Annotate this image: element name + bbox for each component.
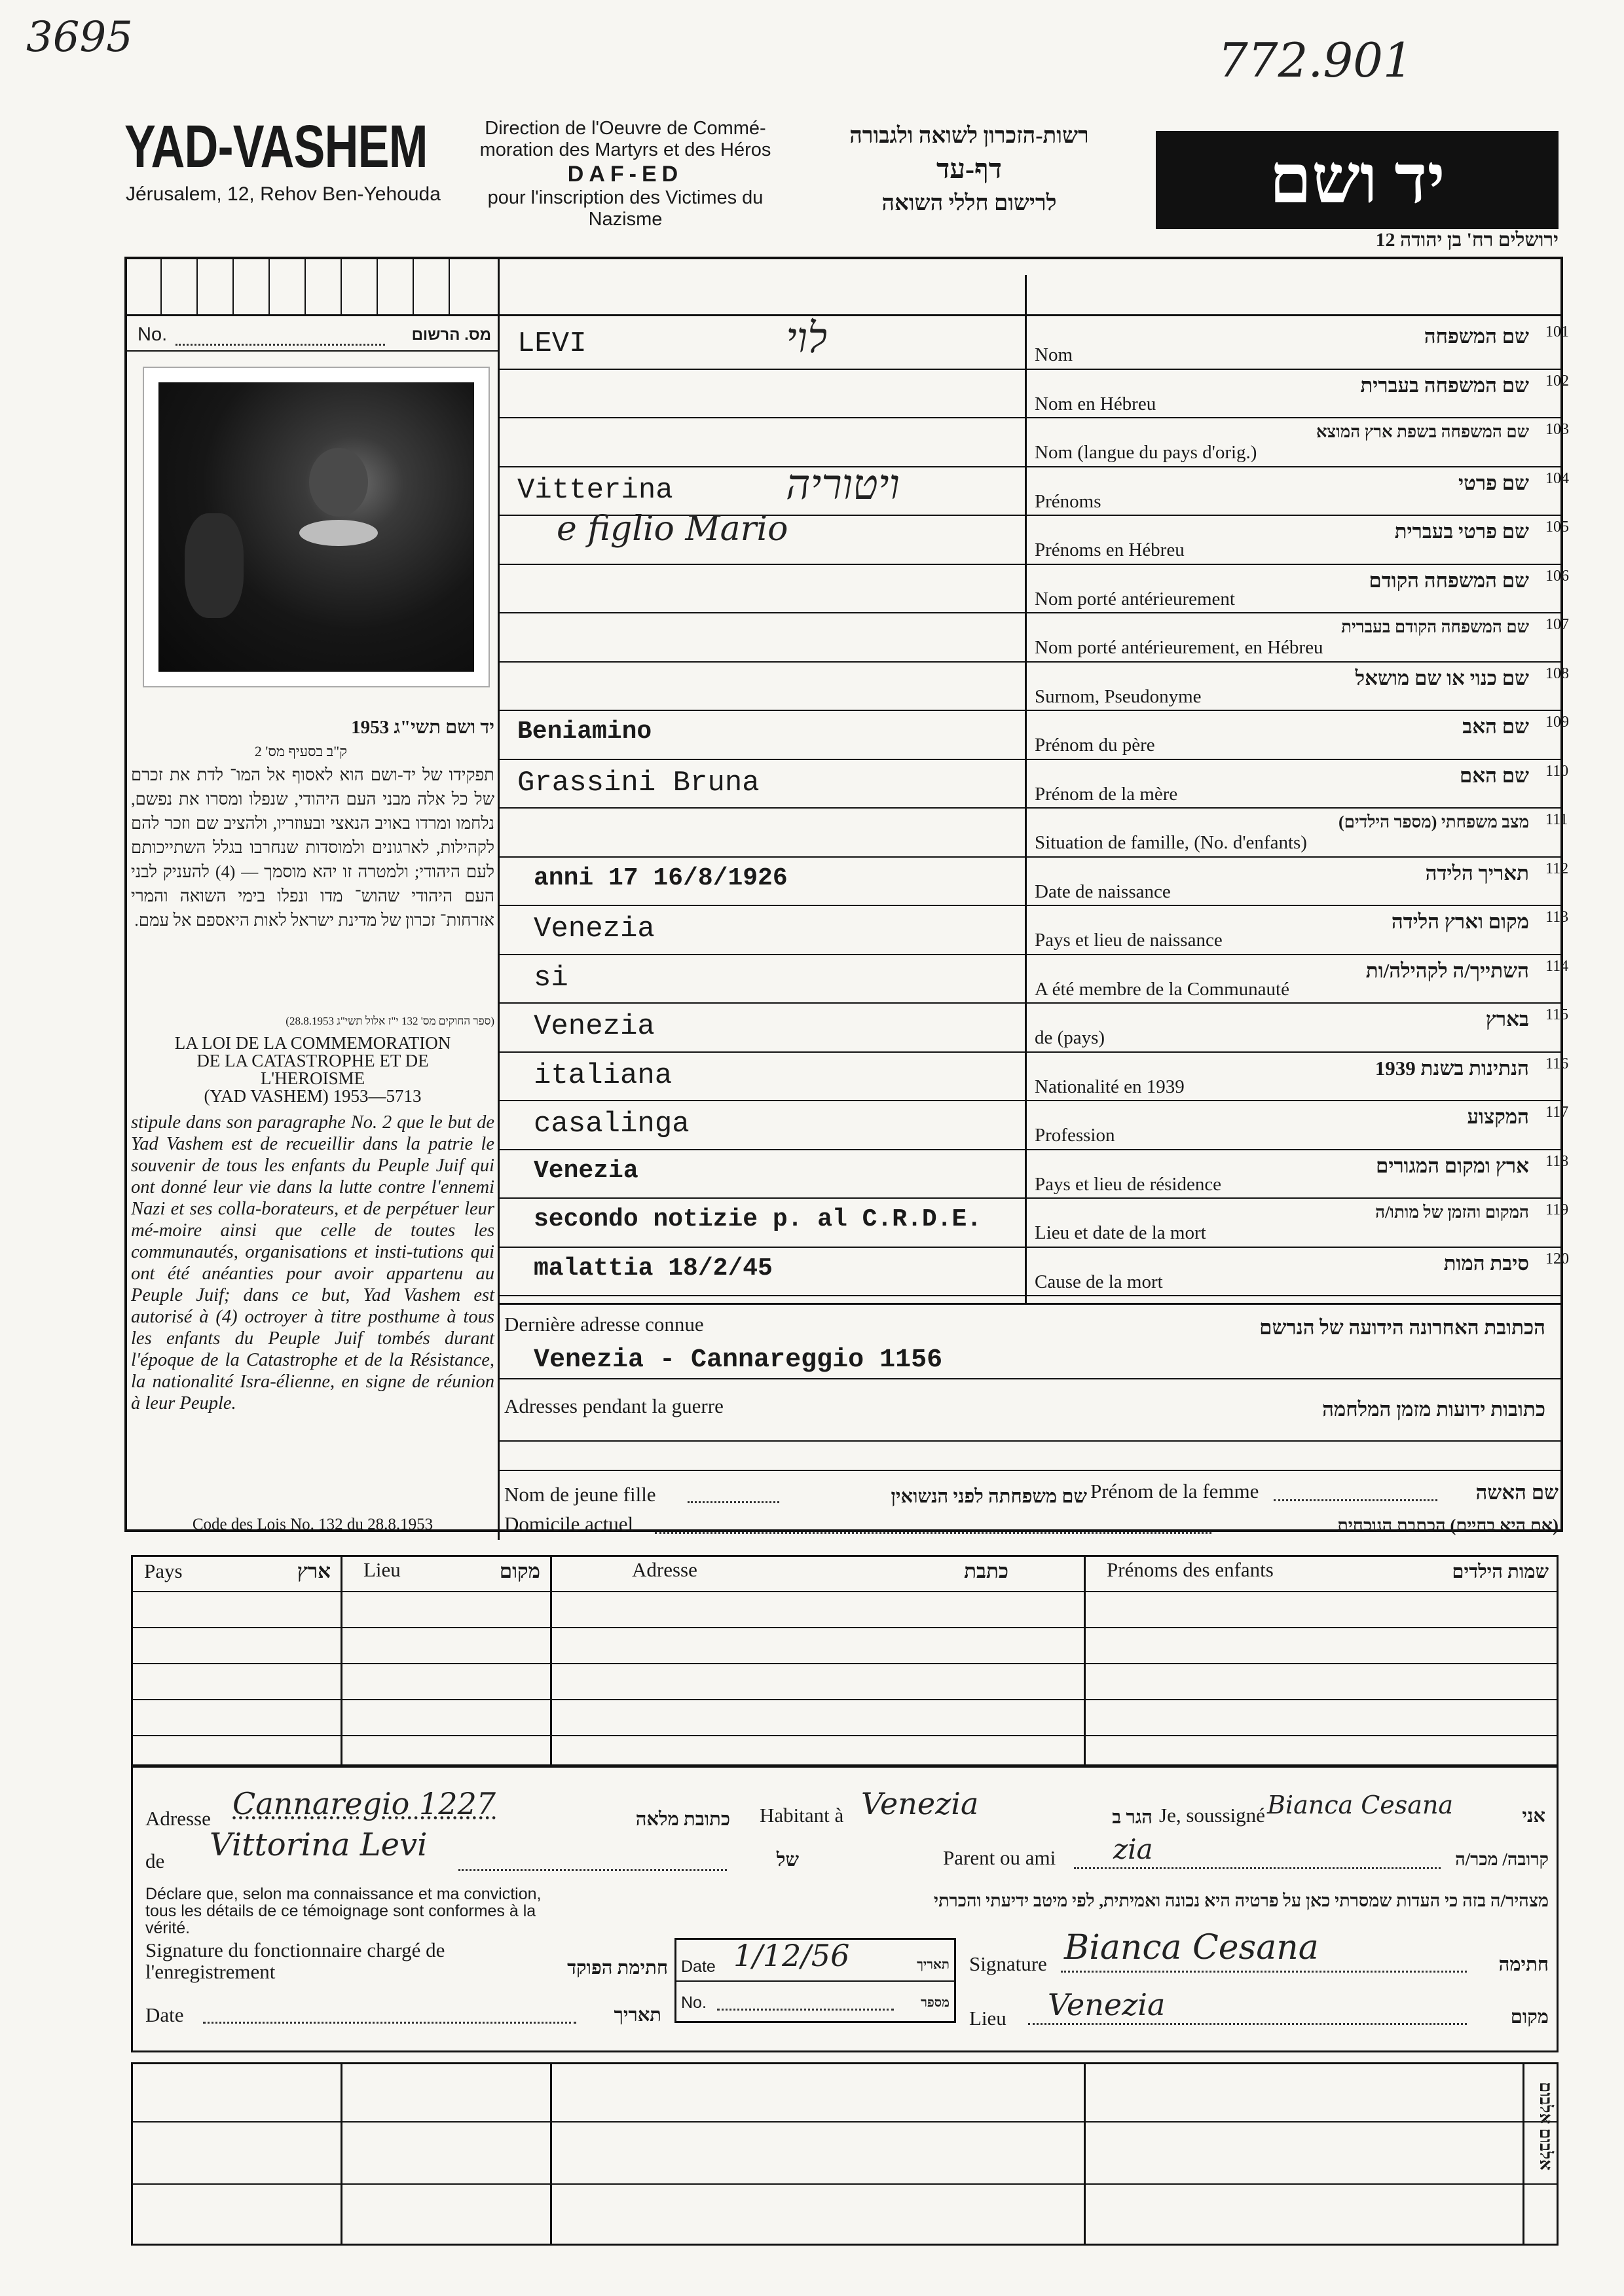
col-prenoms-he: שמות הילדים [1452, 1561, 1549, 1582]
field-number: 103 [1545, 421, 1569, 438]
office-use-table [131, 2062, 1559, 2246]
org-title: YAD-VASHEM [124, 113, 428, 180]
field-label-fr: de (pays) [1035, 1027, 1105, 1048]
field-number: 109 [1545, 714, 1569, 731]
decl-soussigne-he: אני [1522, 1806, 1545, 1827]
field-value[interactable]: Grassini Bruna [517, 766, 760, 799]
field-label-fr: Pays et lieu de résidence [1035, 1173, 1222, 1195]
field-label-he: ארץ ומקום המגורים [1375, 1154, 1529, 1177]
decl-parent-label: Parent ou ami [943, 1846, 1056, 1869]
law-fr-title4: (YAD VASHEM) 1953—5713 [204, 1086, 422, 1106]
no-box-he: מספר [921, 1995, 950, 2010]
file-number-annotation: 772.901 [1218, 33, 1413, 88]
col-lieu-he: מקום [499, 1559, 540, 1582]
header-fr-line2: moration des Martyrs et des Héros [479, 139, 771, 161]
field-number: 116 [1545, 1055, 1569, 1072]
field-value[interactable]: Venezia [534, 1156, 638, 1185]
field-value[interactable]: si [534, 961, 568, 994]
field-value[interactable]: anni 17 16/8/1926 [534, 864, 788, 892]
domicile-he: (אם היא בחיים) הכתבת הנוכחית [1337, 1516, 1559, 1535]
col-adresse-he: כתבת [964, 1559, 1008, 1582]
field-number: 119 [1545, 1201, 1569, 1218]
no-box-label: No. [681, 1994, 707, 2012]
field-value[interactable]: LEVI [517, 327, 587, 360]
field-label-he: שם המשפחה בשפת ארץ המוצא [1316, 422, 1529, 441]
header-fr-line1: Direction de l'Oeuvre de Commé- [485, 118, 766, 139]
header-fr-line4: Nazisme [588, 209, 663, 230]
row-separator [498, 954, 1563, 955]
header-he-line2: דף-עד [936, 154, 1002, 185]
col-lieu: Lieu [363, 1558, 401, 1581]
field-value[interactable]: italiana [534, 1059, 673, 1092]
maiden-name-he: שם משפחתה לפני הנשואין [891, 1486, 1087, 1507]
row-separator [498, 1051, 1563, 1053]
field-label-fr: Lieu et date de la mort [1035, 1222, 1206, 1243]
law-he-title: יד ושם תשי"ג 1953 [351, 717, 494, 738]
registration-no-label: No. [138, 324, 168, 345]
header-daf-ed: DAF-ED [567, 161, 684, 187]
field-label-fr: Prénoms [1035, 490, 1101, 512]
field-label-fr: Nom porté antérieurement, en Hébreu [1035, 637, 1323, 658]
law-fr-title [131, 1034, 494, 1105]
field-handwritten: e figlio Mario [557, 509, 788, 549]
header-he-line3: לרישום חללי השואה [881, 191, 1057, 215]
col-adresse: Adresse [632, 1558, 697, 1581]
law-fr-title2: DE LA CATASTROPHE ET DE [196, 1051, 429, 1070]
field-number: 106 [1545, 567, 1569, 585]
maiden-name-label: Nom de jeune fille [504, 1483, 656, 1506]
row-separator [498, 1295, 1563, 1296]
field-label-fr: Nom porté antérieurement [1035, 588, 1235, 610]
header-fr-line3: pour l'inscription des Victimes du [487, 187, 764, 208]
decl-signature-value[interactable]: Bianca Cesana [1064, 1928, 1319, 1967]
field-label-he: שם המשפחה בעברית [1360, 373, 1529, 397]
registration-no-he: מס. הרשום [411, 326, 491, 344]
yad-vashem-logo: יד ושם [1156, 131, 1559, 229]
field-number: 105 [1545, 519, 1569, 536]
row-separator [498, 1100, 1563, 1101]
field-number: 120 [1545, 1250, 1569, 1267]
decl-signature-he: חתימה [1498, 1954, 1549, 1975]
field-number: 104 [1545, 469, 1569, 487]
field-label-fr: Profession [1035, 1125, 1115, 1146]
field-label-fr: Prénom de la mère [1035, 783, 1178, 805]
field-label-he: סיבת המות [1443, 1251, 1529, 1275]
field-number: 111 [1545, 811, 1568, 828]
field-number: 107 [1545, 616, 1569, 633]
field-label-fr: Nom [1035, 344, 1073, 365]
field-value[interactable]: Venezia [534, 913, 655, 945]
header-he-line1: רשות-הזכרון לשואה ולגבורה [849, 124, 1089, 148]
field-label-fr: Nom en Hébreu [1035, 393, 1156, 414]
decl-habitant-value[interactable]: Venezia [861, 1786, 979, 1821]
decl-soussigne-value[interactable]: Bianca Cesana [1267, 1791, 1454, 1819]
decl-de-label: de [145, 1850, 165, 1872]
row-separator [498, 710, 1563, 711]
wife-name-label: Prénom de la femme [1090, 1480, 1259, 1503]
field-label-fr: Prénoms en Hébreu [1035, 539, 1185, 560]
field-value[interactable]: secondo notizie p. al C.R.D.E. [534, 1205, 982, 1233]
decl-parent-he: קרובה/ מכר/ה [1455, 1850, 1549, 1869]
law-fr-title3: L'HEROISME [260, 1068, 365, 1088]
field-value[interactable]: casalinga [534, 1108, 690, 1140]
field-label-fr: Nationalité en 1939 [1035, 1076, 1185, 1097]
decl-habitant-label: Habitant à [760, 1804, 844, 1827]
field-number: 114 [1545, 957, 1569, 975]
field-label-he: שם המשפחה [1424, 325, 1529, 348]
row-separator [498, 807, 1563, 809]
field-label-he: שם האם [1459, 763, 1529, 787]
war-address-label: Adresses pendant la guerre [504, 1394, 724, 1417]
date-box-value[interactable]: 1/12/56 [733, 1938, 850, 1973]
field-value[interactable]: Venezia [534, 1010, 655, 1043]
field-number: 112 [1545, 860, 1569, 877]
field-label-he: המקום והזמן של מותו/ה [1375, 1203, 1529, 1222]
row-separator [498, 1197, 1563, 1199]
field-number: 101 [1545, 323, 1569, 340]
field-label-fr: Situation de famille, (No. d'enfants) [1035, 832, 1307, 853]
law-he-text: תפקידו של יד-ושם הוא לאסוף אל המו־ לדת את זכרם של כל אלה מבני העם היהודי, שנפלו ומסרו את נפשם, נלחמו ומרדו באויב הנאצי ובעוזריו, ולהציב שם וזכר להם לקהילות, לארגונים ולמוסדות שנחרבו בגלל השתייכותם לעם היהודי; ולמטרה זו יהא מוסמך — (4) להעניק לבני העם היהודי שהוש־ מדו ונפלו בימי השואה והמרי אזרחות־ זכרון של מדינת ישראל לאות היאספם אל עמם. [131, 765, 495, 930]
decl-date-he: תאריך [614, 2005, 661, 2026]
decl-habitant-he: הגר ב [1112, 1807, 1153, 1828]
field-label-fr: Cause de la mort [1035, 1271, 1163, 1292]
field-value[interactable]: Vitterina [517, 473, 673, 507]
decl-official-sig-label: Signature du fonctionnaire chargé de l'enregistrement [145, 1939, 445, 1983]
field-label-he: בארץ [1485, 1008, 1529, 1030]
col-pays-he: ארץ [297, 1559, 331, 1582]
row-separator [498, 369, 1563, 370]
row-separator [498, 856, 1563, 858]
decl-soussigne-label: Je, soussigné [1159, 1804, 1265, 1827]
date-box-label: Date [681, 1958, 716, 1976]
decl-signature-label: Signature [969, 1952, 1047, 1975]
field-value[interactable]: Beniamino [517, 718, 652, 746]
last-address-value[interactable]: Venezia - Cannareggio 1156 [534, 1345, 943, 1375]
row-separator [498, 661, 1563, 663]
domicile-label: Domicile actuel [504, 1512, 634, 1535]
row-separator [498, 1247, 1563, 1248]
law-fr-title1: LA LOI DE LA COMMEMORATION [174, 1033, 451, 1053]
org-address: Jérusalem, 12, Rehov Ben-Yehouda [126, 183, 441, 205]
decl-date-label: Date [145, 2003, 184, 2026]
field-number: 115 [1545, 1006, 1569, 1023]
field-label-fr: Date de naissance [1035, 881, 1171, 902]
photo-collar [299, 520, 378, 546]
field-label-he: שם האב [1462, 715, 1529, 738]
decl-adresse-he: כתובת מלאה [635, 1809, 730, 1830]
row-separator [498, 759, 1563, 760]
row-separator [498, 417, 1563, 418]
field-number: 110 [1545, 762, 1569, 780]
row-separator [498, 466, 1563, 467]
decl-official-sig-he: חתימת הפוקד [567, 1958, 668, 1978]
victim-photo [143, 367, 490, 687]
date-box-he: תאריך [917, 1958, 950, 1972]
field-label-fr: A été membre de la Communauté [1035, 978, 1289, 1000]
header-hebrew-block [819, 121, 1120, 218]
header-french-block [458, 118, 792, 230]
decl-lieu-value[interactable]: Venezia [1048, 1987, 1166, 2022]
row-separator [498, 1149, 1563, 1150]
photo-figure-left [185, 513, 244, 618]
col-pays: Pays [144, 1559, 183, 1582]
field-number: 113 [1545, 909, 1569, 926]
side-stamp: אלבום אלבום [1536, 2082, 1555, 2171]
law-he-ref: (ספר החוקים מס' 132 י"ז אלול תשי"ג 28.8.1953) [286, 1015, 494, 1027]
decl-lieu-label: Lieu [969, 2007, 1006, 2030]
decl-de-he: של [776, 1850, 799, 1870]
field-label-fr: Pays et lieu de naissance [1035, 930, 1223, 951]
wife-name-he: שם האשה [1475, 1481, 1559, 1504]
field-label-he: שם המשפחה הקודם בעברית [1341, 617, 1529, 636]
row-separator [498, 612, 1563, 613]
last-address-he: הכתובת האחרונה הידועה של הנרשם [1259, 1316, 1545, 1339]
decl-lieu-he: מקום [1510, 2007, 1549, 2028]
field-label-he: מקום וארץ הלידה [1391, 910, 1529, 933]
war-address-he: כתובות ידועות מזמן המלחמה [1322, 1398, 1545, 1421]
row-separator [498, 564, 1563, 565]
field-label-he: שם פרטי [1458, 471, 1529, 494]
field-number: 108 [1545, 665, 1569, 682]
field-label-he: תאריך הלידה [1425, 861, 1529, 884]
field-handwritten: ויטוריה [786, 460, 900, 509]
field-handwritten: לוי [786, 314, 828, 363]
field-number: 117 [1545, 1104, 1569, 1121]
logo-address: ירושלים רח' בן יהודה 12 [1375, 229, 1559, 251]
field-label-he: מצב משפחתי (מספר הילדים) [1338, 812, 1529, 831]
archive-number-annotation: 3695 [26, 13, 133, 62]
law-fr-ref: Code des Lois No. 132 du 28.8.1953 [192, 1516, 434, 1533]
law-fr-text: stipule dans son paragraphe No. 2 que le but de Yad Vashem est de recueillir dans la patrie le souvenir de tous les enfants du Peuple Juif qui ont donné leur vie dans la lutte contre l'ennemi Nazi et ses colla-borateurs, et de perpétuer leur mé-moire ainsi que celle de toutes les communautés, organisations et insti-tutions qui ont été anéanties pour avoir appartenu au Peuple Juif; dans ce but, Yad Vashem est autorisé à (4) octroyer à titre posthume à tous les enfants du Peuple Juif tombés durant l'époque de la Catastrophe et de la Résistance, la nationalité Isra-élienne, en signe de réunion à leur Peuple. [131, 1112, 494, 1413]
row-separator [498, 905, 1563, 906]
field-number: 102 [1545, 372, 1569, 390]
decl-statement-he: מצהיר/ה בזה כי העדות שמסרתי כאן על פרטיה היא נכונה ואמיתית, לפי מיטב ידיעתי והכרתי [933, 1891, 1549, 1910]
row-separator [498, 1002, 1563, 1004]
last-address-label: Dernière adresse connue [504, 1313, 704, 1336]
field-label-fr: Nom (langue du pays d'orig.) [1035, 442, 1257, 463]
decl-de-value[interactable]: Vittorina Levi [210, 1827, 428, 1863]
law-he-sub: ק"ב בסעיף מס' 2 [254, 743, 347, 759]
field-label-he: המקצוע [1467, 1105, 1529, 1128]
col-prenoms: Prénoms des enfants [1107, 1558, 1274, 1581]
field-label-fr: Prénom du père [1035, 735, 1155, 756]
decl-parent-value[interactable]: zia [1113, 1833, 1153, 1865]
field-label-he: שם כנוי או שם מושאל [1355, 666, 1529, 689]
photo-image [158, 382, 474, 672]
field-value[interactable]: malattia 18/2/45 [534, 1254, 773, 1283]
decl-adresse-value[interactable]: Cannaregio 1227 [232, 1786, 496, 1821]
decl-statement-fr: Déclare que, selon ma connaissance et ma conviction, tous les détails de ce témoignage sont conformes à la vérité. [145, 1885, 542, 1937]
decl-adresse-label: Adresse [145, 1807, 211, 1830]
field-label-he: השתייך/ה לקהילה/ות [1365, 958, 1529, 982]
field-label-he: שם פרטי בעברית [1394, 520, 1529, 543]
photo-face [309, 448, 368, 517]
field-number: 118 [1545, 1152, 1569, 1170]
field-label-he: שם המשפחה הקודם [1369, 568, 1529, 592]
field-label-fr: Surnom, Pseudonyme [1035, 685, 1202, 707]
field-label-he: הנתינות בשנת 1939 [1375, 1056, 1529, 1080]
